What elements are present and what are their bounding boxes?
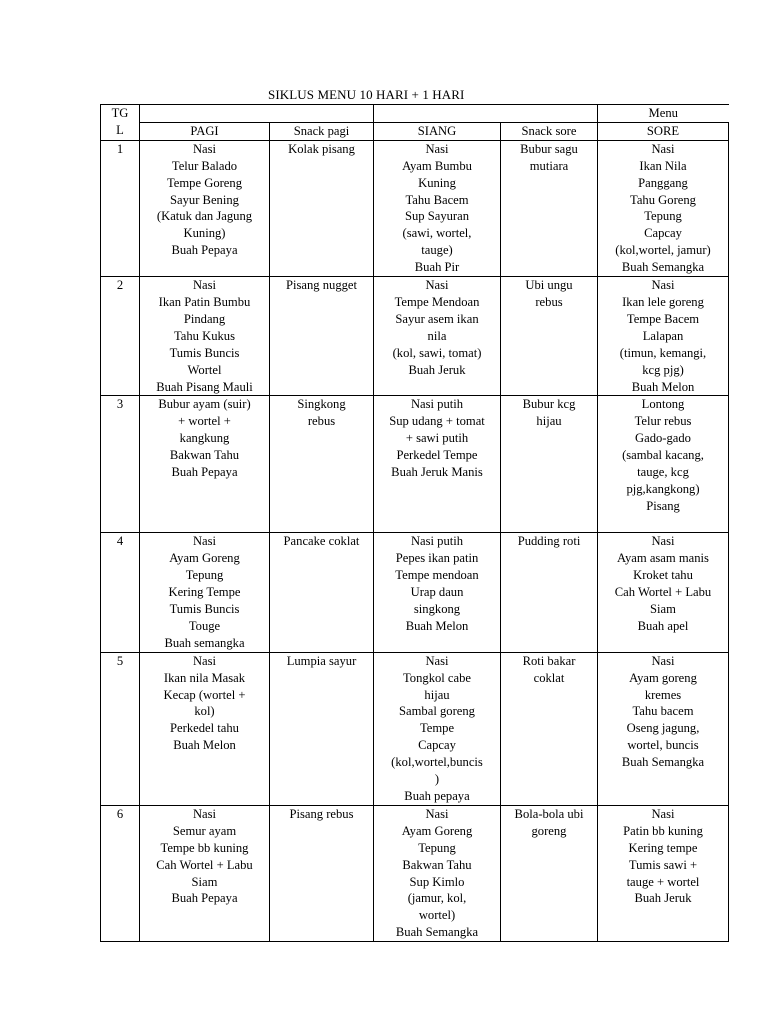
menu-item-line: Tahu bacem [632, 704, 694, 719]
snack-pagi-cell [270, 533, 374, 652]
menu-item-line: Kecap (wortel + [163, 687, 246, 702]
menu-item-line: Patin bb kuning [623, 823, 703, 838]
menu-item-line: Gado-gado [635, 431, 691, 446]
menu-item-line: Singkong [297, 397, 346, 412]
menu-item-line: ) [434, 772, 440, 787]
snack-sore-cell [501, 277, 598, 396]
day-number: 2 [116, 278, 124, 293]
menu-item-line: Kering tempe [628, 840, 698, 855]
menu-item-line: coklat [533, 670, 565, 685]
menu-item-line: Tahu Kukus [173, 328, 236, 343]
siang-cell [374, 652, 501, 805]
menu-item-line: Pindang [183, 311, 226, 326]
menu-item-line: Bubur kcg [522, 397, 576, 412]
menu-item-line: Siam [191, 874, 218, 889]
menu-item-line: Buah Jeruk Manis [391, 465, 483, 480]
menu-item-line: Kering Tempe [168, 585, 241, 600]
table-row [101, 396, 729, 533]
day-cell [101, 396, 140, 533]
day-cell [101, 140, 140, 276]
snack-pagi-cell [270, 805, 374, 941]
menu-item-line: Lumpia sayur [286, 653, 357, 668]
menu-item-line: Cah Wortel + Labu [156, 857, 253, 872]
menu-item-line: nila [427, 328, 447, 343]
menu-item-line: tauge, kcg [637, 465, 689, 480]
menu-item-line: Buah Pepaya [171, 465, 238, 480]
menu-item-line: Nasi [651, 141, 675, 156]
menu-item-line: hijau [424, 687, 450, 702]
menu-item-line: Kuning) [183, 226, 226, 241]
header-blank-cell [374, 105, 598, 123]
menu-item-line: pjg,kangkong) [626, 481, 700, 496]
table-row [101, 652, 729, 805]
menu-header [598, 105, 729, 123]
menu-item-line: Tempe [419, 721, 455, 736]
menu-item-line: Lontong [641, 397, 685, 412]
menu-item-line: tauge) [421, 243, 453, 258]
pagi-cell [140, 805, 270, 941]
menu-item-line: Buah Jeruk [408, 362, 466, 377]
document-title: SIKLUS MENU 10 HARI + 1 HARI [268, 87, 465, 102]
day-number: 1 [116, 141, 124, 156]
menu-item-line: mutiara [529, 158, 569, 173]
menu-item-line: (jamur, kol, [407, 891, 467, 906]
menu-item-line: Buah apel [637, 618, 689, 633]
pagi-cell [140, 277, 270, 396]
menu-item-line: Perkedel tahu [170, 721, 239, 736]
menu-item-line: Pisang nugget [285, 278, 357, 293]
menu-item-line: Ayam Bumbu [402, 158, 472, 173]
menu-item-line: Sambal goreng [399, 704, 475, 719]
menu-item-line: Pepes ikan patin [395, 551, 479, 566]
menu-item-line: Buah pepaya [404, 789, 470, 803]
snack-pagi-cell [270, 652, 374, 805]
snack-sore-cell [501, 805, 598, 941]
menu-item-line: Tempe Goreng [166, 175, 242, 190]
day-cell [101, 533, 140, 652]
menu-header-label: Menu [648, 106, 678, 120]
menu-item-line: Tahu Goreng [630, 192, 696, 207]
menu-item-line: rebus [307, 414, 336, 429]
menu-item-line: + wortel + [178, 414, 231, 429]
menu-item-line: Nasi [192, 141, 217, 156]
sore-cell [598, 652, 729, 805]
tgl-header [101, 105, 140, 141]
menu-item-line: Nasi putih [410, 397, 464, 412]
menu-item-line: Tumis sawi + [628, 857, 698, 872]
menu-item-line: singkong [413, 602, 461, 617]
menu-item-line: rebus [535, 294, 563, 309]
menu-item-line: Tepung [644, 209, 682, 224]
pagi-cell [140, 396, 270, 533]
menu-item-line: Pancake coklat [283, 534, 360, 549]
menu-item-line: (sambal kacang, [622, 448, 704, 463]
menu-item-line: Nasi [192, 534, 217, 549]
menu-item-line: Sup Sayuran [404, 209, 469, 224]
menu-item-line: Nasi [651, 806, 675, 821]
menu-item-line: Ubi ungu [525, 278, 573, 293]
table-row [101, 805, 729, 941]
snack-pagi-cell [270, 396, 374, 533]
menu-item-line: Siam [650, 602, 676, 617]
menu-item-line: Bola-bola ubi [514, 806, 584, 821]
column-header-pagi: PAGI [140, 122, 270, 140]
menu-item-line: Ayam asam manis [617, 551, 709, 566]
menu-item-line: Buah Semangka [395, 925, 479, 940]
menu-item-line: Pudding roti [517, 534, 581, 549]
menu-item-line: Bakwan Tahu [169, 448, 240, 463]
menu-item-line: Pisang [646, 498, 680, 513]
menu-item-line: Sayur asem ikan [395, 311, 479, 326]
siang-cell [374, 140, 501, 276]
column-header-snack-sore: Snack sore [501, 122, 598, 140]
menu-item-line: kremes [644, 687, 682, 702]
menu-item-line: Semur ayam [172, 823, 237, 838]
siang-cell [374, 805, 501, 941]
menu-item-line: tauge + wortel [626, 874, 700, 889]
menu-item-line: Lalapan [642, 328, 684, 343]
day-number: 4 [116, 534, 124, 549]
menu-item-line: wortel, buncis [627, 738, 699, 753]
menu-item-line: Nasi [651, 278, 675, 293]
menu-item-line: Buah Semangka [621, 260, 705, 275]
siang-cell [374, 396, 501, 533]
menu-item-line: Tempe Bacem [626, 311, 700, 326]
menu-item-line: Bubur ayam (suir) [158, 397, 251, 412]
menu-item-line: Ikan nila Masak [163, 670, 246, 685]
menu-item-line: Buah Semangka [621, 755, 705, 770]
menu-item-line: (kol,wortel,buncis [391, 755, 483, 770]
menu-item-line: Nasi [651, 534, 675, 549]
sore-cell [598, 140, 729, 276]
menu-item-line: Bakwan Tahu [402, 857, 472, 872]
menu-item-line: Tahu Bacem [405, 192, 469, 207]
menu-item-line: Nasi [192, 653, 217, 668]
menu-item-line: Nasi [192, 806, 217, 821]
day-number: 6 [116, 806, 124, 821]
sore-cell [598, 396, 729, 533]
menu-item-line: Tepung [418, 840, 456, 855]
tgl-header-line2: L [116, 122, 124, 137]
menu-item-line: Tepung [185, 568, 224, 583]
menu-item-line: Roti bakar [522, 653, 576, 668]
siang-cell [374, 533, 501, 652]
menu-item-line: Wortel [187, 362, 222, 377]
table-row [101, 277, 729, 396]
day-cell [101, 805, 140, 941]
menu-item-line: Sup udang + tomat [389, 414, 485, 429]
menu-item-line: Tempe Mendoan [394, 294, 480, 309]
menu-item-line: Tumis Buncis [169, 345, 240, 360]
snack-sore-cell [501, 396, 598, 533]
menu-item-line: Cah Wortel + Labu [614, 585, 712, 600]
menu-item-line: Urap daun [410, 585, 464, 600]
menu-item-line: hijau [536, 414, 562, 429]
menu-item-line: kcg pjg) [642, 362, 684, 377]
snack-sore-cell [501, 140, 598, 276]
menu-item-line: Sayur Bening [170, 192, 239, 207]
day-cell [101, 277, 140, 396]
menu-item-line: Buah Pir [414, 260, 460, 275]
menu-item-line: Ayam Goreng [401, 823, 473, 838]
menu-item-line: Buah Jeruk [634, 891, 692, 906]
menu-item-line: Kroket tahu [633, 568, 693, 583]
menu-item-line: goreng [531, 823, 567, 838]
menu-item-line: Buah semangka [164, 635, 245, 650]
pagi-cell [140, 533, 270, 652]
header-blank-cell [140, 105, 374, 123]
column-header-snack-pagi: Snack pagi [270, 122, 374, 140]
snack-pagi-cell [270, 140, 374, 276]
menu-item-line: Tempe mendoan [395, 568, 479, 583]
menu-item-line: Nasi [425, 653, 449, 668]
menu-item-line: Telur rebus [634, 414, 692, 429]
header-row-top [101, 105, 729, 123]
menu-item-line: Buah Melon [631, 379, 695, 394]
menu-item-line: Panggang [638, 175, 688, 190]
column-header-sore: SORE [598, 122, 729, 140]
menu-item-line: Nasi [651, 653, 675, 668]
tgl-header-line1: TG [111, 106, 129, 120]
menu-item-line: Ikan Patin Bumbu [158, 294, 251, 309]
day-number: 5 [116, 653, 124, 668]
menu-item-line: (Katuk dan Jagung [156, 209, 253, 224]
menu-item-line: Ikan Nila [639, 158, 687, 173]
header-row-columns [101, 122, 729, 140]
table-row [101, 533, 729, 652]
menu-table [100, 104, 729, 942]
snack-sore-cell [501, 533, 598, 652]
menu-item-line: (kol, sawi, tomat) [392, 345, 482, 360]
menu-item-line: Touge [188, 618, 221, 633]
menu-item-line: Ayam Goreng [169, 551, 240, 566]
menu-item-line: Nasi [425, 141, 449, 156]
menu-item-line: Buah Pepaya [171, 243, 238, 258]
pagi-cell [140, 652, 270, 805]
menu-item-line: Nasi putih [410, 534, 464, 549]
menu-item-line: Buah Melon [405, 618, 469, 633]
snack-pagi-cell [270, 277, 374, 396]
menu-item-line: Kolak pisang [288, 141, 355, 156]
sore-cell [598, 277, 729, 396]
menu-item-line: Telur Balado [171, 158, 238, 173]
menu-item-line: Capcay [644, 226, 682, 241]
menu-item-line: Pisang rebus [289, 806, 354, 821]
menu-item-line: wortel) [418, 908, 456, 923]
menu-item-line: Nasi [192, 278, 217, 293]
menu-item-line: Ikan lele goreng [622, 294, 704, 309]
sore-cell [598, 805, 729, 941]
menu-item-line: + sawi putih [405, 431, 469, 446]
menu-item-line: Oseng jagung, [626, 721, 700, 736]
sore-cell [598, 533, 729, 652]
menu-item-line: Sup Kimlo [409, 874, 465, 889]
menu-item-line: Buah Pisang Mauli [156, 379, 253, 394]
menu-item-line: Nasi [425, 278, 449, 293]
table-row [101, 140, 729, 276]
menu-item-line: kangkung [179, 431, 230, 446]
menu-item-line: Bubur sagu [520, 141, 578, 156]
menu-item-line: Buah Pepaya [171, 891, 238, 906]
menu-item-line: Perkedel Tempe [396, 448, 478, 463]
menu-item-line: kol) [194, 704, 215, 719]
snack-sore-cell [501, 652, 598, 805]
pagi-cell [140, 140, 270, 276]
column-header-siang: SIANG [374, 122, 501, 140]
menu-item-line: Nasi [425, 806, 449, 821]
day-number: 3 [116, 397, 124, 412]
menu-item-line: Tempe bb kuning [160, 840, 249, 855]
menu-item-line: Kuning [418, 175, 456, 190]
menu-item-line: Buah Melon [173, 738, 236, 753]
menu-item-line: Capcay [418, 738, 456, 753]
day-cell [101, 652, 140, 805]
menu-item-line: (timun, kemangi, [619, 345, 707, 360]
menu-item-line: Tongkol cabe [402, 670, 471, 685]
menu-item-line: Ayam goreng [629, 670, 697, 685]
menu-item-line: Tumis Buncis [169, 602, 240, 617]
menu-item-line: (kol,wortel, jamur) [615, 243, 711, 258]
menu-item-line: (sawi, wortel, [402, 226, 472, 241]
siang-cell [374, 277, 501, 396]
